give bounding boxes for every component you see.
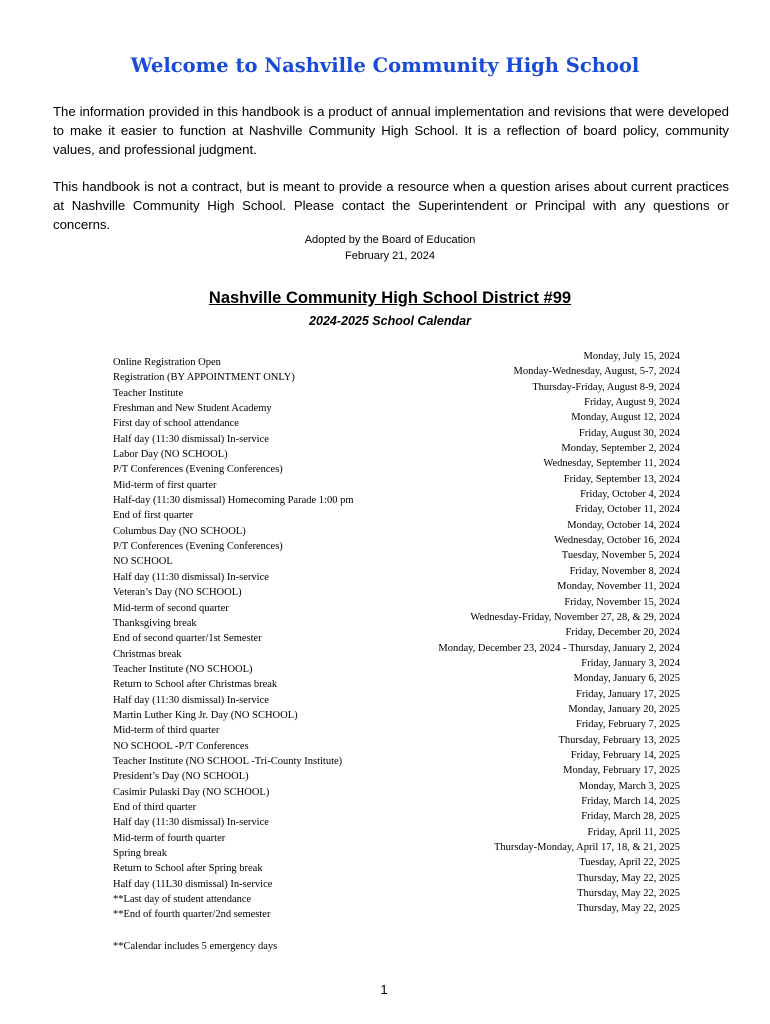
calendar-date: Monday, October 14, 2024 xyxy=(567,519,680,531)
district-title: Nashville Community High School District #99 xyxy=(208,289,572,307)
calendar-event: NO SCHOOL -P/T Conferences xyxy=(113,740,249,752)
calendar-event: Labor Day (NO SCHOOL) xyxy=(113,449,228,461)
calendar-date: Monday, December 23, 2024 - Thursday, January 2, 2024 xyxy=(438,642,680,654)
intro-paragraph-1: The information provided in this handbook is a product of annual implementation and revisions that were developed to make it easier to function at Nashville Community High School. It is a reflection of board policy, community values, and professional judgment. xyxy=(53,104,729,157)
welcome-title: Welcome to Nashville Community High School xyxy=(130,54,640,77)
calendar-event: Return to School after Spring break xyxy=(113,863,263,875)
calendar-event: Casimir Pulaski Day (NO SCHOOL) xyxy=(113,786,270,798)
calendar-date: Thursday, May 22, 2025 xyxy=(577,888,680,900)
calendar-event: Veteran’s Day (NO SCHOOL) xyxy=(113,587,242,599)
calendar-event-list xyxy=(113,355,413,923)
calendar-date: Friday, August 30, 2024 xyxy=(578,427,680,439)
calendar-event: Freshman and New Student Academy xyxy=(113,403,272,415)
calendar-event: Return to School after Christmas break xyxy=(113,679,278,691)
calendar-date: Friday, March 14, 2025 xyxy=(581,795,680,807)
calendar-event: Christmas break xyxy=(113,648,182,660)
calendar-date: Wednesday, October 16, 2024 xyxy=(554,535,680,547)
calendar-date: Monday, August 12, 2024 xyxy=(571,412,680,424)
calendar-event: End of second quarter/1st Semester xyxy=(113,633,262,645)
calendar-event: P/T Conferences (Evening Conferences) xyxy=(113,541,283,553)
calendar-event: Registration (BY APPOINTMENT ONLY) xyxy=(113,372,295,384)
calendar-date-list xyxy=(380,349,680,917)
calendar-date: Friday, April 11, 2025 xyxy=(587,826,680,838)
calendar-event: Martin Luther King Jr. Day (NO SCHOOL) xyxy=(113,709,298,721)
calendar-event: **End of fourth quarter/2nd semester xyxy=(113,909,271,921)
calendar-date: Friday, January 17, 2025 xyxy=(575,688,680,700)
calendar-event: Half-day (11:30 dismissal) Homecoming Parade 1:00 pm xyxy=(113,495,354,507)
calendar-date: Monday, January 20, 2025 xyxy=(568,703,680,715)
calendar-date: Friday, February 14, 2025 xyxy=(570,749,680,761)
calendar-event: Online Registration Open xyxy=(113,357,221,368)
calendar-event: Half day (11:30 dismissal) In-service xyxy=(113,571,269,583)
calendar-event: Teacher Institute (NO SCHOOL) xyxy=(113,663,253,675)
calendar-event: Teacher Institute xyxy=(113,387,184,399)
calendar-event: P/T Conferences (Evening Conferences) xyxy=(113,464,283,476)
calendar-date: Monday, September 2, 2024 xyxy=(561,443,680,455)
calendar-event: Mid-term of third quarter xyxy=(113,725,220,737)
calendar-date: Friday, September 13, 2024 xyxy=(563,473,680,485)
calendar-event: Half day (11:30 dismissal) In-service xyxy=(113,433,269,445)
calendar-date: Thursday-Friday, August 8-9, 2024 xyxy=(532,381,680,393)
calendar-date: Friday, December 20, 2024 xyxy=(565,627,680,639)
calendar-event: Spring break xyxy=(113,848,167,859)
calendar-date: Friday, August 9, 2024 xyxy=(584,397,680,409)
calendar-date: Monday, February 17, 2025 xyxy=(563,765,680,777)
calendar-title: 2024-2025 School Calendar xyxy=(309,314,471,328)
calendar-event: End of third quarter xyxy=(113,801,197,813)
calendar-footnote: **Calendar includes 5 emergency days xyxy=(113,941,278,952)
calendar-date: Tuesday, November 5, 2024 xyxy=(561,550,680,562)
calendar-event: **Last day of student attendance xyxy=(113,894,252,906)
calendar-event: Thanksgiving break xyxy=(113,617,197,629)
calendar-date: Friday, February 7, 2025 xyxy=(575,719,680,731)
calendar-event: NO SCHOOL xyxy=(113,556,173,568)
calendar-event: First day of school attendance xyxy=(113,418,239,430)
adopted-date: February 21, 2024 xyxy=(345,250,435,262)
calendar-date: Friday, November 8, 2024 xyxy=(569,565,680,577)
calendar-date: Friday, October 11, 2024 xyxy=(575,504,680,516)
calendar-event: Half day (11:30 dismissal) In-service xyxy=(113,694,269,706)
calendar-date: Friday, October 4, 2024 xyxy=(580,489,680,501)
calendar-date: Thursday, February 13, 2025 xyxy=(558,734,680,746)
calendar-date: Tuesday, April 22, 2025 xyxy=(579,857,680,869)
calendar-event: Mid-term of first quarter xyxy=(113,479,217,491)
adopted-by-line: Adopted by the Board of Education xyxy=(304,234,476,246)
calendar-date: Friday, January 3, 2024 xyxy=(581,657,680,669)
intro-paragraph-2: This handbook is not a contract, but is meant to provide a resource when a question arises about current practices at Nashville Community High School. Please contact the Superintendent or Principal with any questions or concerns. xyxy=(53,179,729,232)
calendar-date: Monday-Wednesday, August, 5-7, 2024 xyxy=(513,366,680,378)
calendar-date: Thursday-Monday, April 17, 18, & 21, 2025 xyxy=(494,842,680,853)
calendar-date: Wednesday-Friday, November 27, 28, & 29, 2024 xyxy=(470,611,680,623)
calendar-event: Teacher Institute (NO SCHOOL -Tri-County Institute) xyxy=(113,755,343,767)
calendar-date: Monday, July 15, 2024 xyxy=(583,351,680,362)
calendar-event: President’s Day (NO SCHOOL) xyxy=(113,771,249,783)
calendar-date: Thursday, May 22, 2025 xyxy=(577,872,680,884)
calendar-date: Monday, January 6, 2025 xyxy=(573,673,680,685)
calendar-date: Thursday, May 22, 2025 xyxy=(577,903,680,915)
calendar-event: Columbus Day (NO SCHOOL) xyxy=(113,525,246,537)
calendar-date: Monday, November 11, 2024 xyxy=(557,581,680,593)
page-number: 1 xyxy=(380,982,388,997)
calendar-date: Friday, March 28, 2025 xyxy=(581,811,680,823)
calendar-event: Half day (11:30 dismissal) In-service xyxy=(113,817,269,829)
calendar-event: End of first quarter xyxy=(113,510,194,522)
calendar-event: Mid-term of fourth quarter xyxy=(113,832,226,844)
calendar-date: Monday, March 3, 2025 xyxy=(578,780,680,792)
calendar-date: Friday, November 15, 2024 xyxy=(564,596,680,608)
calendar-event: Mid-term of second quarter xyxy=(113,602,229,614)
calendar-date: Wednesday, September 11, 2024 xyxy=(543,458,680,470)
calendar-event: Half day (11L30 dismissal) In-service xyxy=(113,878,273,890)
